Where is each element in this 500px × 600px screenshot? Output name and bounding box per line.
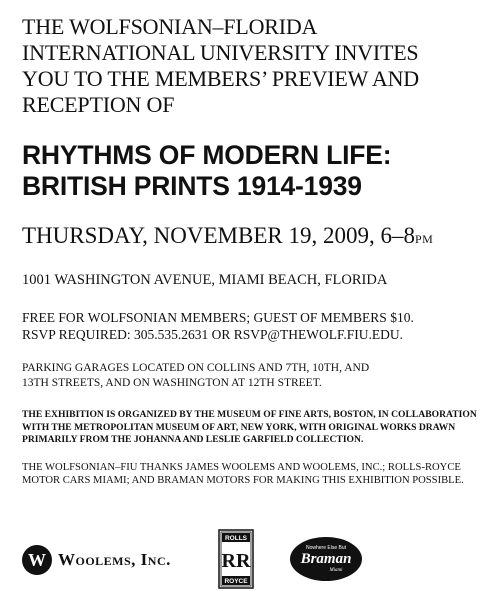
event-date: THURSDAY, NOVEMBER 19, 2009, 6–8 xyxy=(22,223,415,248)
fees-rsvp xyxy=(22,309,482,343)
invitation-line: RECEPTION OF xyxy=(22,92,175,117)
exhibition-title xyxy=(22,140,482,202)
event-address: 1001 WASHINGTON AVENUE, MIAMI BEACH, FLORIDA xyxy=(22,272,388,288)
braman-tagline: Nowhere Else But xyxy=(305,544,347,551)
invitation-line: THE WOLFSONIAN–FLORIDA xyxy=(22,14,318,39)
braman-city: Miami xyxy=(329,567,343,573)
organizer-line: WITH THE METROPOLITAN MUSEUM OF ART, NEW YORK, WITH ORIGINAL WORKS DRAWN xyxy=(22,421,456,433)
woolems-logo xyxy=(22,543,171,577)
event-pm: PM xyxy=(414,232,434,246)
parking-line: PARKING GARAGES LOCATED ON COLLINS AND 7TH, 10TH, AND xyxy=(22,362,370,374)
thanks-line: MOTOR CARS MIAMI; AND BRAMAN MOTORS FOR MAKING THIS EXHIBITION POSSIBLE. xyxy=(22,475,464,486)
organizer-credit xyxy=(22,409,482,447)
royce-text: ROYCE xyxy=(224,578,248,585)
invitation-page xyxy=(22,14,482,488)
exhibition-title-line: BRITISH PRINTS 1914-1939 xyxy=(22,171,362,201)
exhibition-title-line: RHYTHMS OF MODERN LIFE: xyxy=(22,140,392,170)
event-date-time xyxy=(22,222,482,253)
parking-line: 13TH STREETS, AND ON WASHINGTON AT 12TH STREET. xyxy=(22,377,322,389)
braman-name: Braman xyxy=(300,550,352,567)
sponsor-thanks xyxy=(22,461,482,488)
invitation-line: YOU TO THE MEMBERS’ PREVIEW AND xyxy=(22,66,419,91)
rr-monogram: RR xyxy=(221,550,251,572)
invitation-line: INTERNATIONAL UNIVERSITY INVITES xyxy=(22,40,419,65)
thanks-line: THE WOLFSONIAN–FIU THANKS JAMES WOOLEMS AND WOOLEMS, INC.; ROLLS-ROYCE xyxy=(22,461,461,473)
braman-logo xyxy=(290,537,362,581)
sponsor-logos xyxy=(22,527,482,591)
fees-line: FREE FOR WOLFSONIAN MEMBERS; GUEST OF MEMBERS $10. xyxy=(22,310,414,325)
fees-line: RSVP REQUIRED: 305.535.2631 OR RSVP@THEWOLF.FIU.EDU. xyxy=(22,327,403,342)
organizer-line: PRIMARILY FROM THE JOHANNA AND LESLIE GARFIELD COLLECTION. xyxy=(22,434,364,445)
invitation-text xyxy=(22,14,482,118)
organizer-line: THE EXHIBITION IS ORGANIZED BY THE MUSEUM OF FINE ARTS, BOSTON, IN COLLABORATION xyxy=(22,409,477,420)
woolems-name: Woolems, Inc. xyxy=(58,550,171,569)
parking-info xyxy=(22,361,482,391)
rolls-royce-logo xyxy=(218,529,254,589)
rolls-text: ROLLS xyxy=(224,535,248,542)
woolems-w-icon: W xyxy=(22,545,52,575)
